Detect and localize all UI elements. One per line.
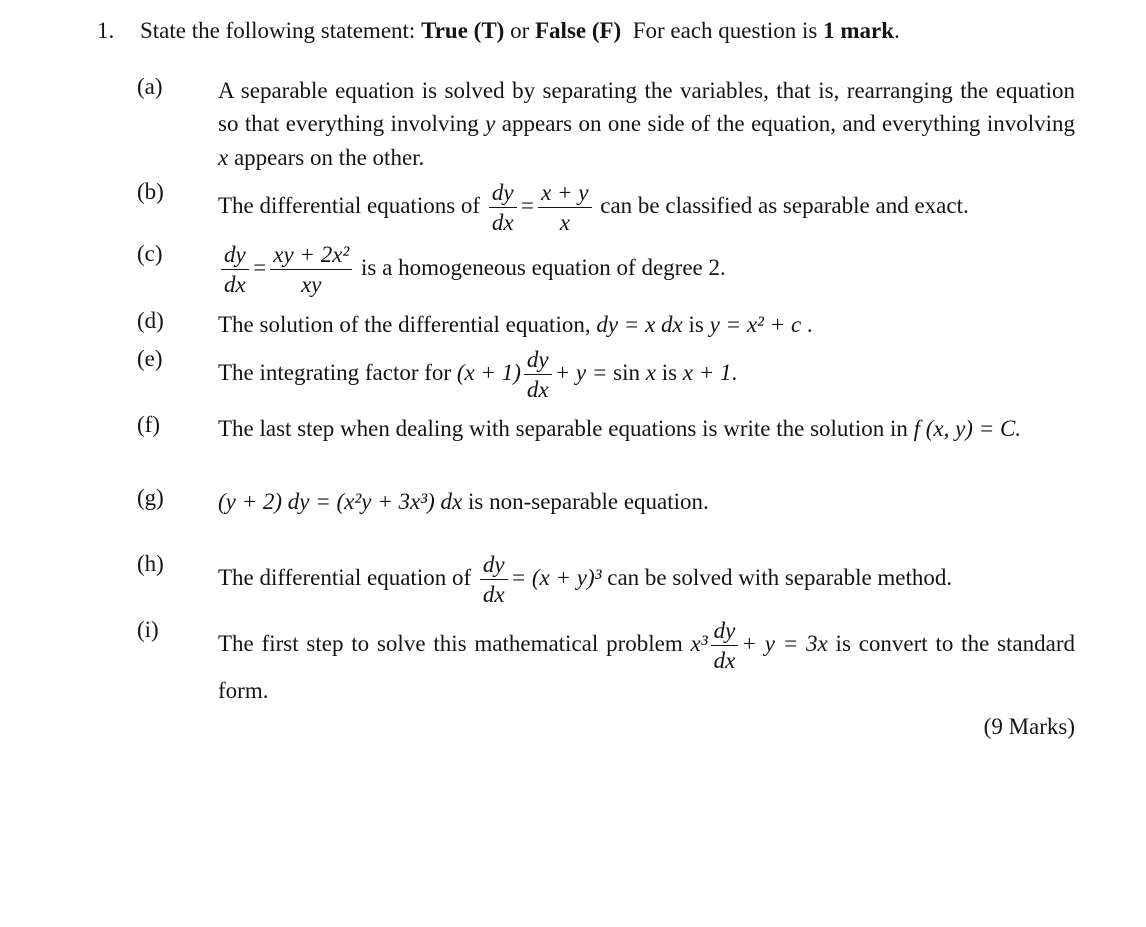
statement-item xyxy=(97,308,1075,341)
question-number: 1. xyxy=(97,18,115,43)
fraction-numerator: dy xyxy=(489,179,517,208)
plain-text: appears on one side of the equation, and everything involving xyxy=(495,111,1076,137)
plain-text: The first step to solve this mathematical problem xyxy=(218,630,691,656)
fraction-numerator: dy xyxy=(221,241,249,270)
item-text xyxy=(218,241,1075,298)
fraction-denominator: dx xyxy=(713,648,736,674)
math-text: = xyxy=(519,192,536,218)
plain-text: sin xyxy=(613,359,646,385)
math-text: y xyxy=(485,111,496,137)
item-text xyxy=(218,485,1075,518)
item-text xyxy=(218,551,1075,608)
fraction-denominator: dx xyxy=(482,581,505,607)
fraction-denominator: dx xyxy=(491,210,514,236)
statement-item xyxy=(97,485,1075,518)
fraction xyxy=(477,551,511,608)
item-text xyxy=(218,308,1075,341)
plain-text: For each question is xyxy=(621,18,824,43)
item-label: (c) xyxy=(137,241,163,267)
item-text xyxy=(218,74,1075,174)
fraction xyxy=(218,241,252,298)
item-label: (f) xyxy=(137,412,160,438)
plain-text: The solution of the differential equation, xyxy=(218,311,597,337)
item-label: (b) xyxy=(137,179,164,205)
math-text: x xyxy=(218,144,229,170)
math-text: y = x² + c xyxy=(709,311,802,337)
question-header xyxy=(97,18,1075,44)
plain-text: . xyxy=(801,311,813,337)
item-text xyxy=(218,179,1075,236)
bold-text: False (F) xyxy=(535,18,622,43)
item-text xyxy=(218,346,1075,403)
fraction xyxy=(267,241,355,298)
fraction-numerator: dy xyxy=(480,551,508,580)
plain-text: is convert to the standard form. xyxy=(218,630,1076,704)
statement-list xyxy=(97,74,1075,708)
fraction-denominator: xy xyxy=(301,272,322,298)
plain-text: . xyxy=(894,18,900,43)
math-text: + y = 3x xyxy=(741,630,828,656)
math-text: x xyxy=(645,359,656,385)
fraction-numerator: xy + 2x² xyxy=(270,241,352,270)
statement-item xyxy=(97,617,1075,708)
fraction xyxy=(708,617,742,674)
math-text: + y = xyxy=(554,359,614,385)
plain-text: The differential equations of xyxy=(218,192,486,218)
statement-item xyxy=(97,241,1075,298)
item-label: (d) xyxy=(137,307,164,333)
plain-text: is xyxy=(682,311,710,337)
fraction-denominator: x xyxy=(559,210,570,236)
bold-text: True (T) xyxy=(421,18,505,43)
marks-note: (9 Marks) xyxy=(983,713,1075,739)
statement-item xyxy=(97,74,1075,174)
plain-text: The differential equation of xyxy=(218,564,477,590)
fraction xyxy=(486,179,520,236)
fraction-numerator: dy xyxy=(711,617,739,646)
item-label: (a) xyxy=(137,74,163,99)
fraction-denominator: dx xyxy=(526,377,549,402)
item-label: (h) xyxy=(137,550,164,576)
math-text: = (x + y)³ xyxy=(510,564,602,590)
plain-text: can be solved with separable method. xyxy=(601,564,953,590)
plain-text: is non-separable equation. xyxy=(462,489,709,515)
fraction-numerator: x + y xyxy=(538,179,591,208)
plain-text: is xyxy=(655,359,683,385)
fraction xyxy=(521,346,555,403)
item-label: (e) xyxy=(137,345,163,371)
math-text: dy = x dx xyxy=(596,311,683,337)
fraction-denominator: dx xyxy=(224,272,246,298)
question-instruction xyxy=(140,18,1075,44)
statement-item xyxy=(97,179,1075,236)
math-text: (x + 1) xyxy=(456,359,521,385)
math-text: = xyxy=(251,255,268,281)
item-text xyxy=(218,412,1075,445)
plain-text: A separable equation is solved by separating the variables, that is, rearranging the equation so that everything involving xyxy=(218,78,1075,137)
math-text: f (x, y) = C. xyxy=(913,416,1022,442)
plain-text: appears on the other. xyxy=(228,144,425,170)
plain-text: State the following statement: xyxy=(140,18,422,43)
item-label: (g) xyxy=(137,485,164,511)
math-text: x + 1 xyxy=(682,359,732,385)
bold-text: 1 mark xyxy=(823,18,894,43)
math-text: (y + 2) dy = (x²y + 3x³) dx xyxy=(218,489,463,515)
plain-text: can be classified as separable and exact. xyxy=(594,192,969,218)
statement-item xyxy=(97,346,1075,403)
statement-item xyxy=(97,551,1075,608)
plain-text: The integrating factor for xyxy=(218,359,457,385)
plain-text: . xyxy=(731,359,738,385)
math-text: x³ xyxy=(690,630,708,656)
fraction-numerator: dy xyxy=(524,346,552,375)
statement-item xyxy=(97,412,1075,445)
item-text xyxy=(218,617,1075,708)
item-label: (i) xyxy=(137,617,159,643)
fraction xyxy=(535,179,594,236)
plain-text: or xyxy=(504,18,535,43)
plain-text: is a homogeneous equation of degree 2. xyxy=(355,255,726,281)
plain-text: The last step when dealing with separable equations is write the solution in xyxy=(218,416,914,442)
